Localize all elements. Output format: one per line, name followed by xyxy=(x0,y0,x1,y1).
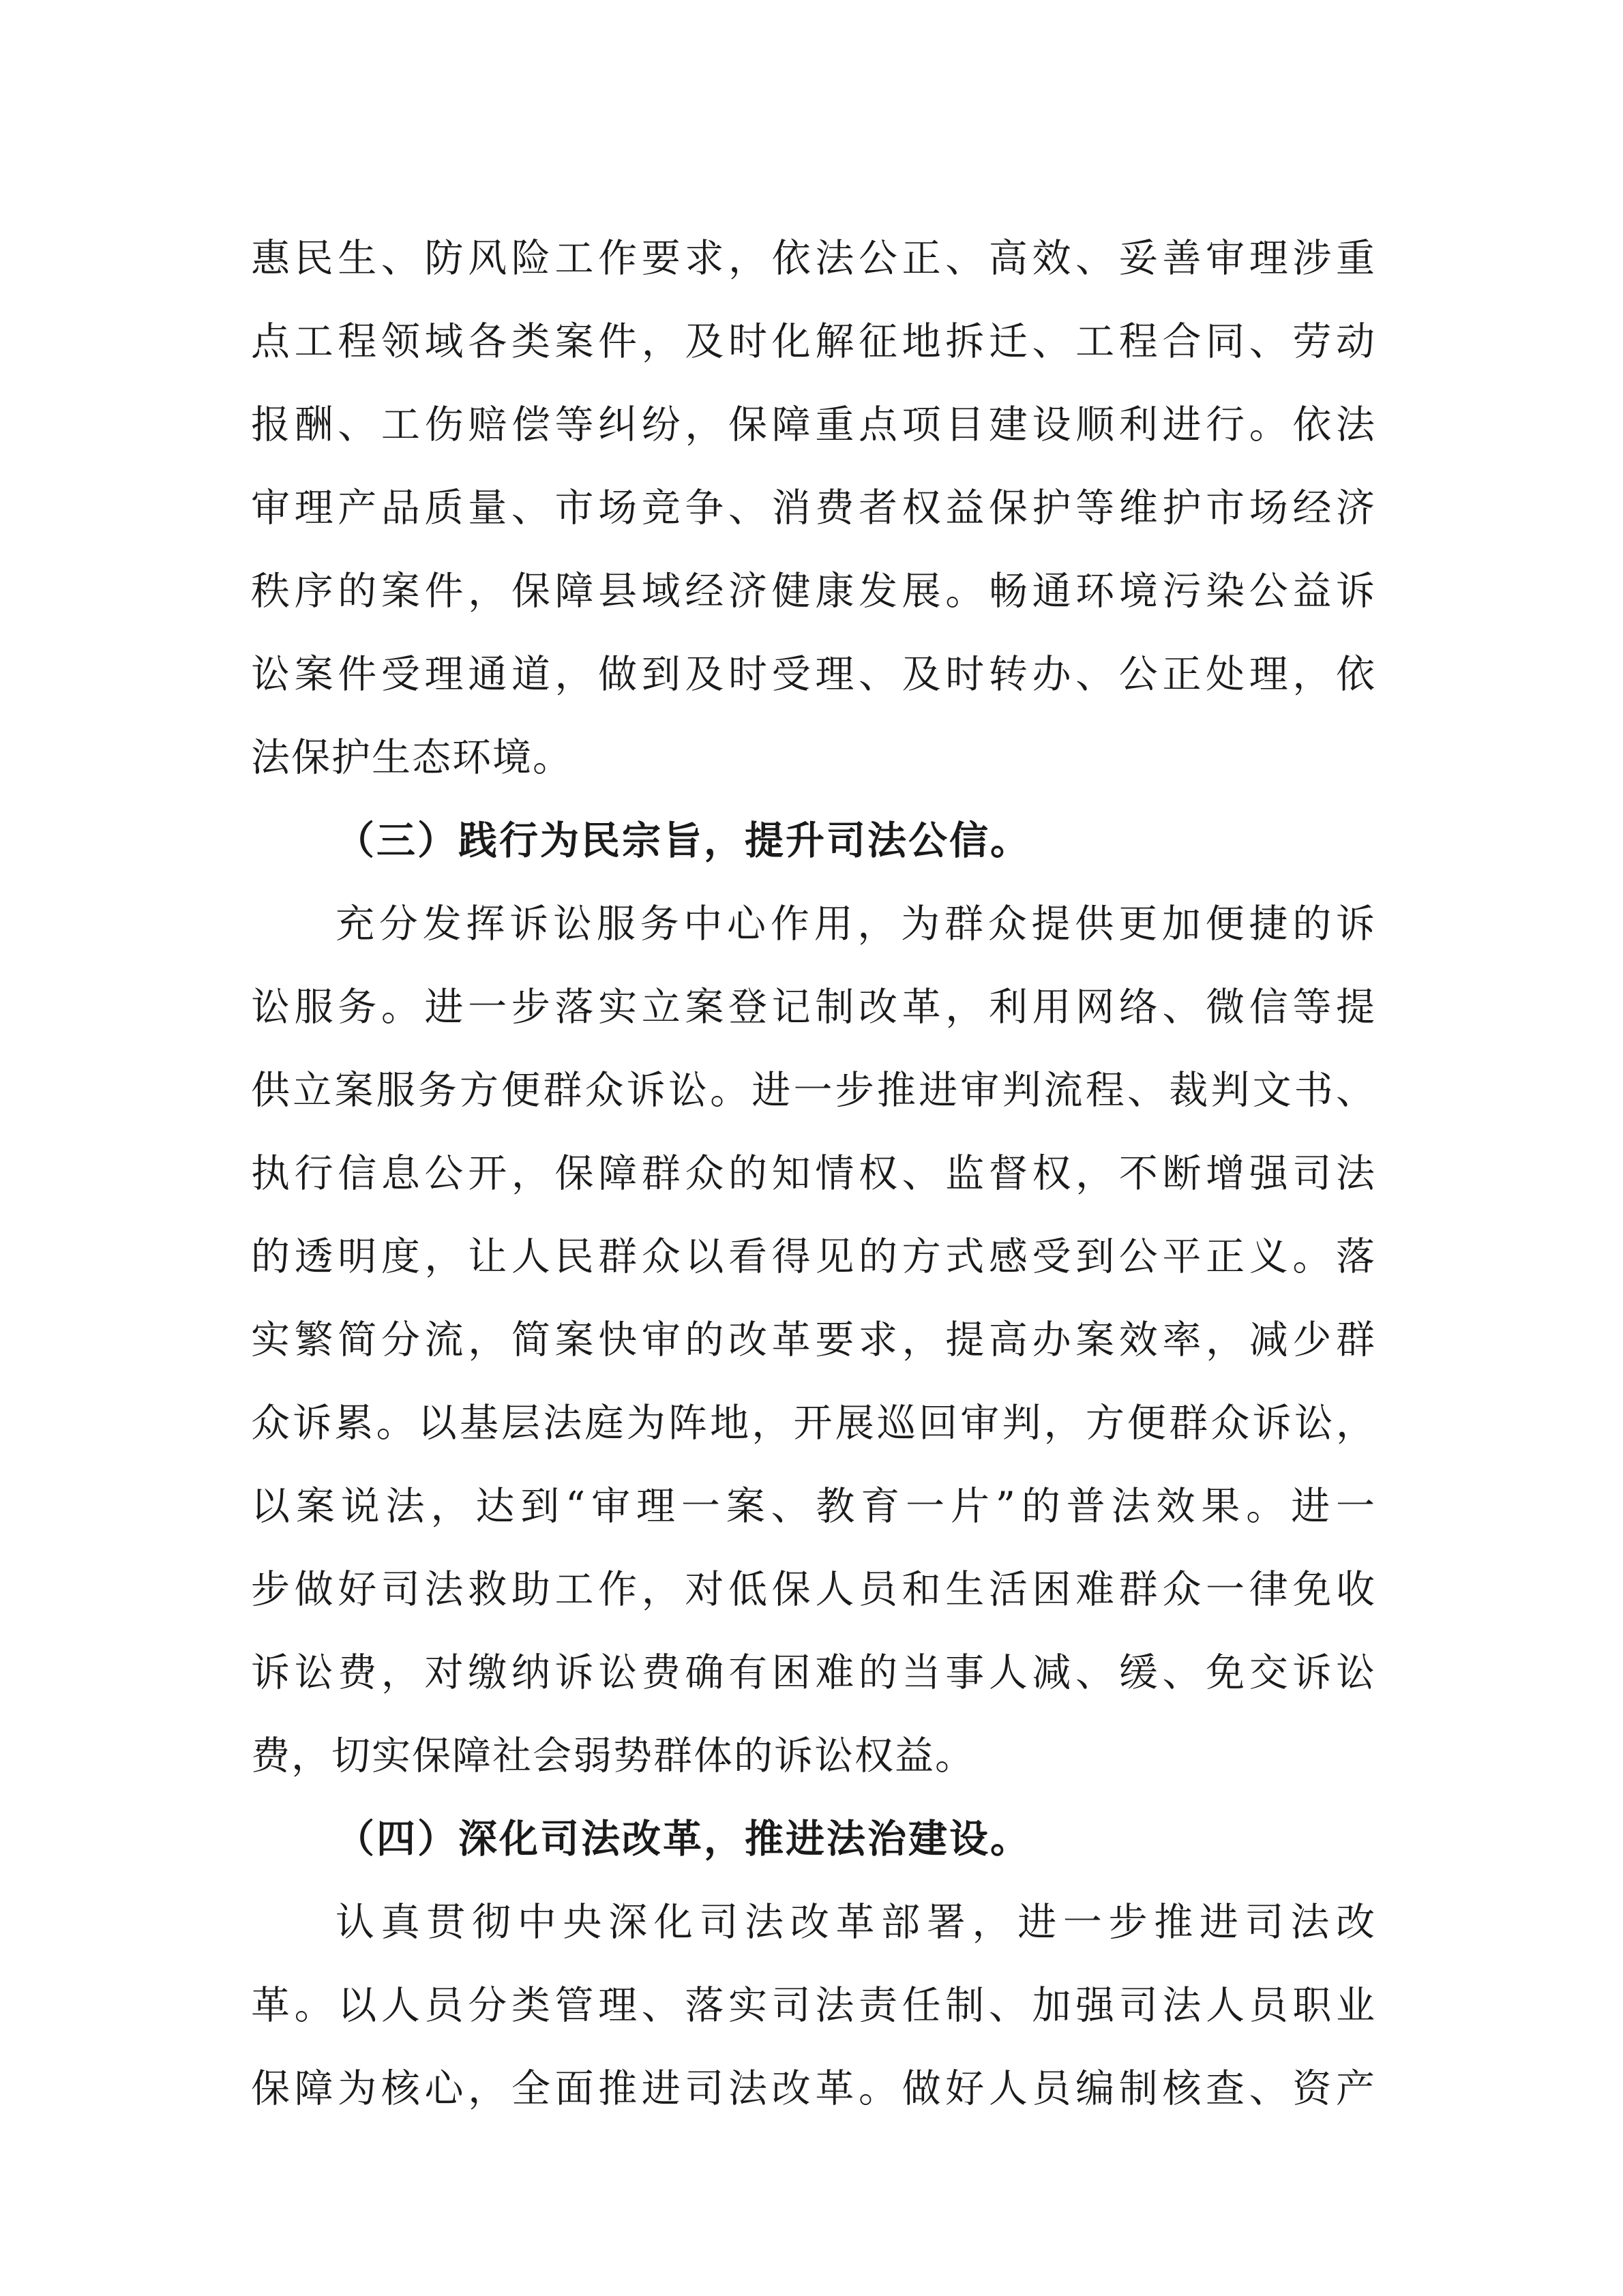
text-line: 认真贯彻中央深化司法改革部署，进一步推进司法改 xyxy=(336,1900,1376,1945)
section-heading-3 xyxy=(251,799,1376,882)
text-line: 审理产品质量、市场竞争、消费者权益保护等维护市场经济 xyxy=(251,486,1376,531)
heading-text: （四）深化司法改革，推进法治建设。 xyxy=(336,1817,1031,1862)
text-line: 革。以人员分类管理、落实司法责任制、加强司法人员职业 xyxy=(251,1983,1376,2028)
text-line: 讼服务。进一步落实立案登记制改革，利用网络、微信等提 xyxy=(251,985,1376,1030)
text-line: 点工程领域各类案件，及时化解征地拆迁、工程合同、劳动 xyxy=(251,319,1376,364)
text-line: 实繁简分流，简案快审的改革要求，提高办案效率，减少群 xyxy=(251,1317,1376,1362)
text-line: 的透明度，让人民群众以看得见的方式感受到公平正义。落 xyxy=(251,1234,1376,1279)
document-page xyxy=(251,217,1376,2130)
text-line: 讼案件受理通道，做到及时受理、及时转办、公正处理，依 xyxy=(251,652,1376,697)
text-line: 步做好司法救助工作，对低保人员和生活困难群众一律免收 xyxy=(251,1567,1376,1612)
text-line: 充分发挥诉讼服务中心作用，为群众提供更加便捷的诉 xyxy=(336,901,1376,946)
text-line: 惠民生、防风险工作要求，依法公正、高效、妥善审理涉重 xyxy=(251,236,1376,281)
text-line: 报酬、工伤赔偿等纠纷，保障重点项目建设顺利进行。依法 xyxy=(251,402,1376,447)
text-line: 众诉累。以基层法庭为阵地，开展巡回审判，方便群众诉讼， xyxy=(251,1401,1376,1446)
text-line: 法保护生态环境。 xyxy=(251,735,573,780)
section-heading-4 xyxy=(251,1798,1376,1881)
text-line: 以案说法，达到“审理一案、教育一片”的普法效果。进一 xyxy=(251,1484,1376,1529)
text-line: 费，切实保障社会弱势群体的诉讼权益。 xyxy=(251,1733,975,1778)
text-line: 执行信息公开，保障群众的知情权、监督权，不断增强司法 xyxy=(251,1151,1376,1196)
text-line: 供立案服务方便群众诉讼。进一步推进审判流程、裁判文书、 xyxy=(251,1068,1376,1113)
paragraph-judicial-reform xyxy=(251,1881,1376,2130)
paragraph-continuation xyxy=(251,217,1376,799)
text-line: 诉讼费，对缴纳诉讼费确有困难的当事人减、缓、免交诉讼 xyxy=(251,1650,1376,1695)
text-line: 保障为核心，全面推进司法改革。做好人员编制核查、资产 xyxy=(251,2066,1376,2111)
paragraph-public-trust xyxy=(251,882,1376,1798)
text-line: 秩序的案件，保障县域经济健康发展。畅通环境污染公益诉 xyxy=(251,569,1376,614)
heading-text: （三）践行为民宗旨，提升司法公信。 xyxy=(336,818,1031,863)
